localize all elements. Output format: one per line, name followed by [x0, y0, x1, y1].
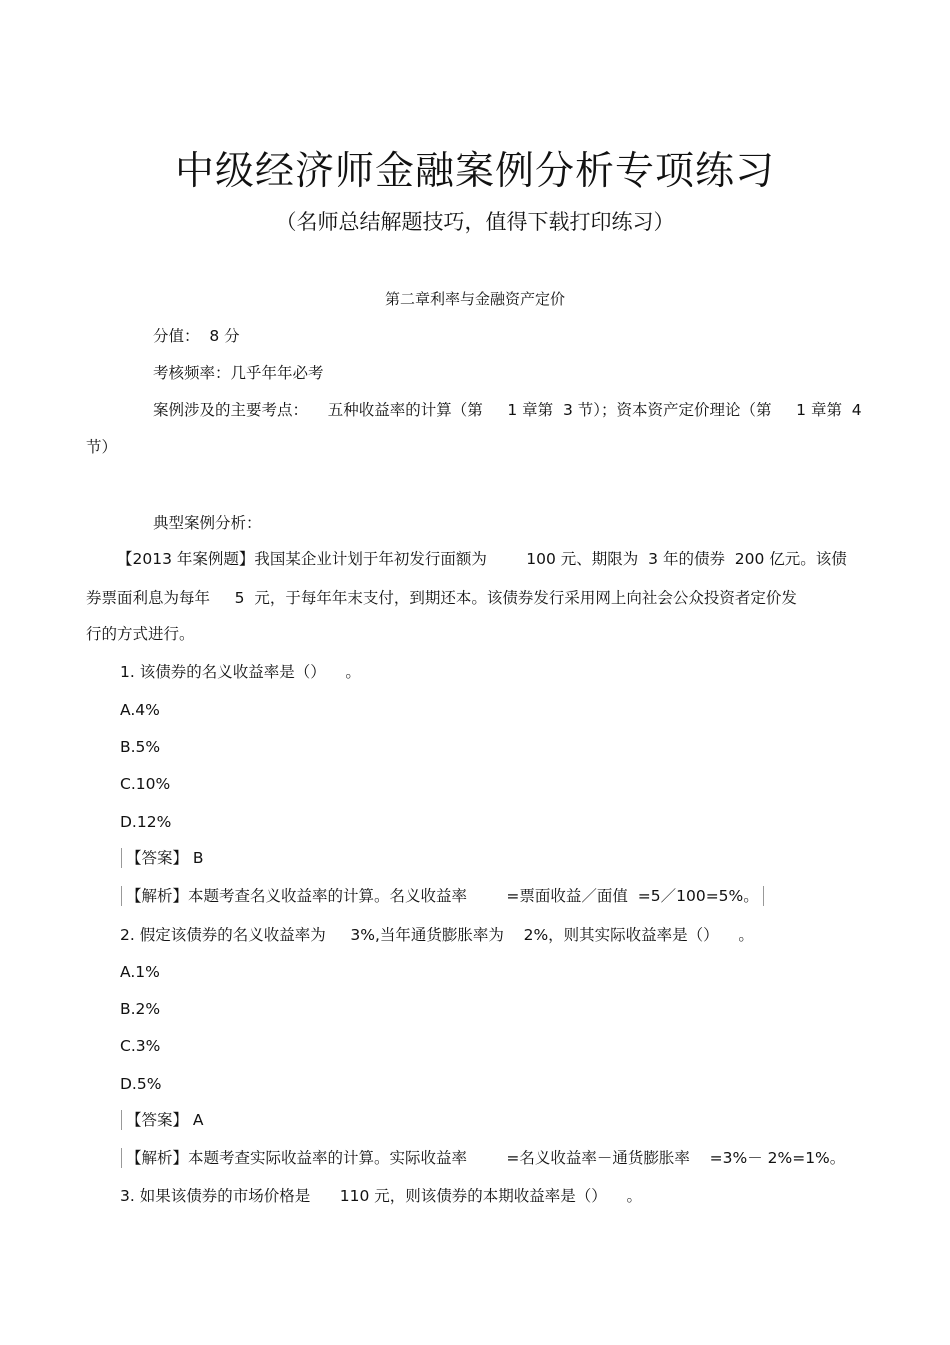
- question-1: 1. 该债券的名义收益率是（） 。: [120, 663, 361, 681]
- question-1-answer: 【答案】 B: [121, 848, 204, 868]
- question-2-option-d: D.5%: [120, 1075, 162, 1093]
- key-points-line: 案例涉及的主要考点： 五种收益率的计算（第 1 章第 3 节）；资本资产定价理论（第 1 章第 4: [153, 401, 862, 419]
- case-text-line-3: 行的方式进行。: [86, 625, 195, 643]
- case-text-line-1: 【2013 年案例题】我国某企业计划于年初发行面额为 100 元、期限为 3 年的债券 200 亿元。该债: [117, 550, 847, 568]
- key-points-line-continued: 节）: [86, 438, 118, 456]
- document-title: 中级经济师金融案例分析专项练习: [174, 149, 775, 194]
- question-2-option-b: B.2%: [120, 1000, 161, 1018]
- frequency-line: 考核频率：几乎年年必考: [153, 364, 324, 382]
- question-1-explanation: 【解析】本题考查名义收益率的计算。名义收益率 =票面收益／面值 =5／100=5%。: [121, 886, 764, 906]
- question-2-option-c: C.3%: [120, 1037, 161, 1055]
- question-1-option-c: C.10%: [120, 775, 171, 793]
- question-1-option-b: B.5%: [120, 738, 161, 756]
- case-text-line-2: 券票面利息为每年 5 元，于每年年末支付，到期还本。该债券发行采用网上向社会公众投资者定价发: [86, 589, 797, 607]
- question-2: 2. 假定该债券的名义收益率为 3%,当年通货膨胀率为 2%，则其实际收益率是（） 。: [120, 926, 754, 944]
- question-3: 3. 如果该债券的市场价格是 110 元，则该债券的本期收益率是（） 。: [120, 1187, 642, 1205]
- question-2-answer: 【答案】 A: [121, 1110, 204, 1130]
- question-2-explanation: 【解析】本题考查实际收益率的计算。实际收益率 =名义收益率－通货膨胀率 =3%－ 2%=1%。: [121, 1148, 845, 1168]
- document-subtitle: （名师总结解题技巧，值得下载打印练习）: [275, 210, 675, 234]
- score-line: 分值： 8 分: [153, 327, 240, 345]
- chapter-heading: 第二章利率与金融资产定价: [384, 290, 565, 308]
- question-1-option-a: A.4%: [120, 701, 160, 719]
- question-1-option-d: D.12%: [120, 813, 172, 831]
- analysis-heading: 典型案例分析：: [153, 514, 262, 532]
- question-2-option-a: A.1%: [120, 963, 160, 981]
